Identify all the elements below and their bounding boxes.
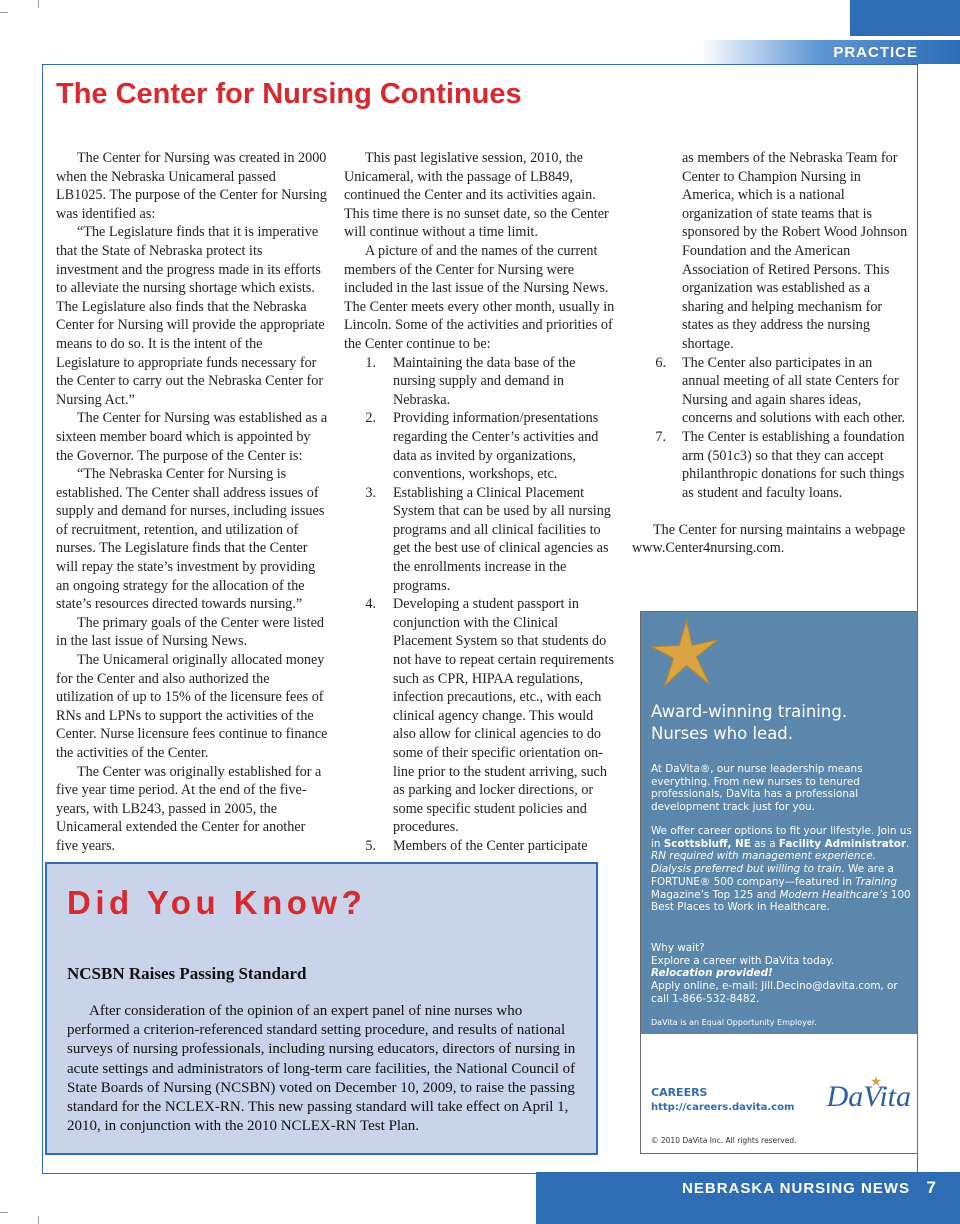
top-color-block (850, 0, 960, 36)
paragraph: The Center for Nursing was established as a sixteen member board which is appointed by the Governor. The purpose of the Center is: (56, 410, 328, 464)
paragraph: “The Nebraska Center for Nursing is established. The Center shall address issues of supply and demand for nurses, including issues of recruitment, retention, and utilization of nurses. The Legislature finds that the Center will repay the state’s investment by providing an ongoing strategy for the allocation of the state’s resources directed towards nursing.” (56, 466, 325, 613)
did-you-know-box (45, 862, 598, 1155)
list-item: 6. The Center also participates in an annual meeting of all state Centers for Nursing and again shares ideas, concerns and solutions with each other. (655, 354, 906, 427)
list-item: 3. Establishing a Clinical Placement System that can be used by all nursing programs and all clinical facilities to get the best use of clinical agencies as the enrollments increase in the programs. (365, 484, 611, 594)
list-item: 4. Developing a student passport in conjunction with the Clinical Placement System so that students do not have to repeat certain requirements such as CPR, HIPAA regulations, infection precautions, etc., with each clinical agency change. This would also allow for clinical agencies to do some of their specific orientation on-line prior to the student arriving, such as parking and locker directions, or some specific student policies and procedures. (365, 596, 614, 836)
article-column-2 (344, 149, 616, 856)
publication-name: NEBRASKA NURSING NEWS (682, 1180, 910, 1197)
list-item: 7. The Center is establishing a foundation arm (501c3) so that they can accept philanthropic donations for such things as student and faculty loans. (655, 428, 905, 501)
davita-logo: DaVita (826, 1080, 911, 1113)
star-shape (652, 621, 718, 686)
ad-panel (641, 612, 917, 1034)
ad-offer: We offer career options to fit your lifestyle. Join us in Scottsbluff, NE as a Facility Administrator. RN required with management experience. Dialysis preferred but willing to train. We are a FORTUNE® 500 company—featured in Training Magazine’s Top 125 and Modern Healthcare’s 100 Best Places to Work in Healthcare. (651, 825, 912, 914)
paragraph: The primary goals of the Center were listed in the last issue of Nursing News. (56, 614, 325, 650)
careers-link[interactable]: CAREERS http://careers.davita.com (651, 1086, 795, 1113)
paragraph: A picture of and the names of the current members of the Center for Nursing were included in the last issue of the Nursing News. The Center meets every other month, usually in Lincoln. Some of the activities and priorities of the Center continue to be: (344, 242, 615, 352)
article-column-1 (56, 149, 328, 856)
crop-mark (38, 1216, 39, 1224)
ad-eeo-statement: DaVita is an Equal Opportunity Employer. (651, 1018, 817, 1027)
priorities-list-continued (632, 354, 910, 503)
crop-mark (38, 0, 39, 8)
paragraph: This past legislative session, 2010, the Unicameral, with the passage of LB849, continued the Center and its activities again. This time there is no sunset date, so the Center will continue without a time limit. (344, 150, 609, 241)
list-item: 1. Maintaining the data base of the nursing supply and demand in Nebraska. (365, 354, 576, 408)
priorities-list (344, 354, 616, 856)
paragraph: The Center for Nursing was created in 2000 when the Nebraska Unicameral passed LB1025. The purpose of the Center for Nursing was identified as: (56, 150, 327, 222)
article-title: The Center for Nursing Continues (56, 78, 522, 110)
list-item-continued: as members of the Nebraska Team for Center to Champion Nursing in America, which is a national organization of state teams that is sponsored by the Robert Wood Johnson Foundation and the American Association of Retired Persons. This organization was established as a sharing and helping mechanism for states as they address the nursing shortage. (682, 150, 908, 352)
section-label: PRACTICE (833, 44, 918, 61)
crop-mark (0, 1212, 8, 1213)
closing-paragraph: The Center for nursing maintains a webpage www.Center4nursing.com. (632, 521, 906, 557)
ad-headline: Award-winning training. Nurses who lead. (651, 702, 848, 743)
ad-call-to-action: Why wait? Explore a career with DaVita today. Relocation provided! Apply online, e-mail: Jill.Decino@davita.com, or call 1-866-532-8482. (651, 942, 898, 1005)
ad-copyright: © 2010 DaVita Inc. All rights reserved. (651, 1136, 797, 1145)
footer-bar (536, 1172, 960, 1224)
crop-mark (0, 12, 8, 13)
paragraph: The Center was originally established for a five year time period. At the end of the five-years, with LB243, passed in 2005, the Unicameral extended the Center for another five years. (56, 763, 322, 854)
did-you-know-title: Did You Know? (67, 884, 367, 921)
paragraph: The Unicameral originally allocated money for the Center and also authorized the utilization of up to 15% of the licensure fees of RNs and LPNs to support the activities of the Center. Nurse licensure fees continue to finance the activities of the Center. (56, 652, 328, 761)
article-column-3 (632, 149, 910, 558)
page-number: 7 (926, 1178, 936, 1197)
list-item: 5. Members of the Center participate (365, 837, 588, 854)
did-you-know-subtitle: NCSBN Raises Passing Standard (67, 964, 307, 983)
star-icon (649, 618, 721, 690)
paragraph: “The Legislature finds that it is imperative that the State of Nebraska protect its investment and the progress made in its efforts to alleviate the nursing shortage which exists. The Legislature also finds that the Nebraska Center for Nursing will provide the appropriate means to do so. It is the intent of the Legislature to appropriate funds necessary for the Center to carry out the Nebraska Center for Nursing Act.” (56, 224, 325, 408)
ad-intro: At DaVita®, our nurse leadership means everything. From new nurses to tenured professionals, DaVita has a professional development track just for you. (651, 763, 863, 814)
did-you-know-body: After consideration of the opinion of an expert panel of nine nurses who performed a criterion-referenced standard setting procedure, and results of national surveys of nursing professionals, including nursing educators, directors of nursing in acute settings and administrators of long-term care facilities, the National Council of State Boards of Nursing (NCSBN) voted on December 10, 2009, to raise the passing standard for the NCLEX-RN. This new passing standard will take effect on April 1, 2010, in conjunction with the 2010 NCLEX-RN Test Plan. (67, 1003, 576, 1135)
section-band (700, 40, 960, 64)
list-item: 2. Providing information/presentations regarding the Center’s activities and data as invited by organizations, conventions, workshops, etc. (365, 410, 599, 483)
davita-ad[interactable] (640, 611, 918, 1154)
